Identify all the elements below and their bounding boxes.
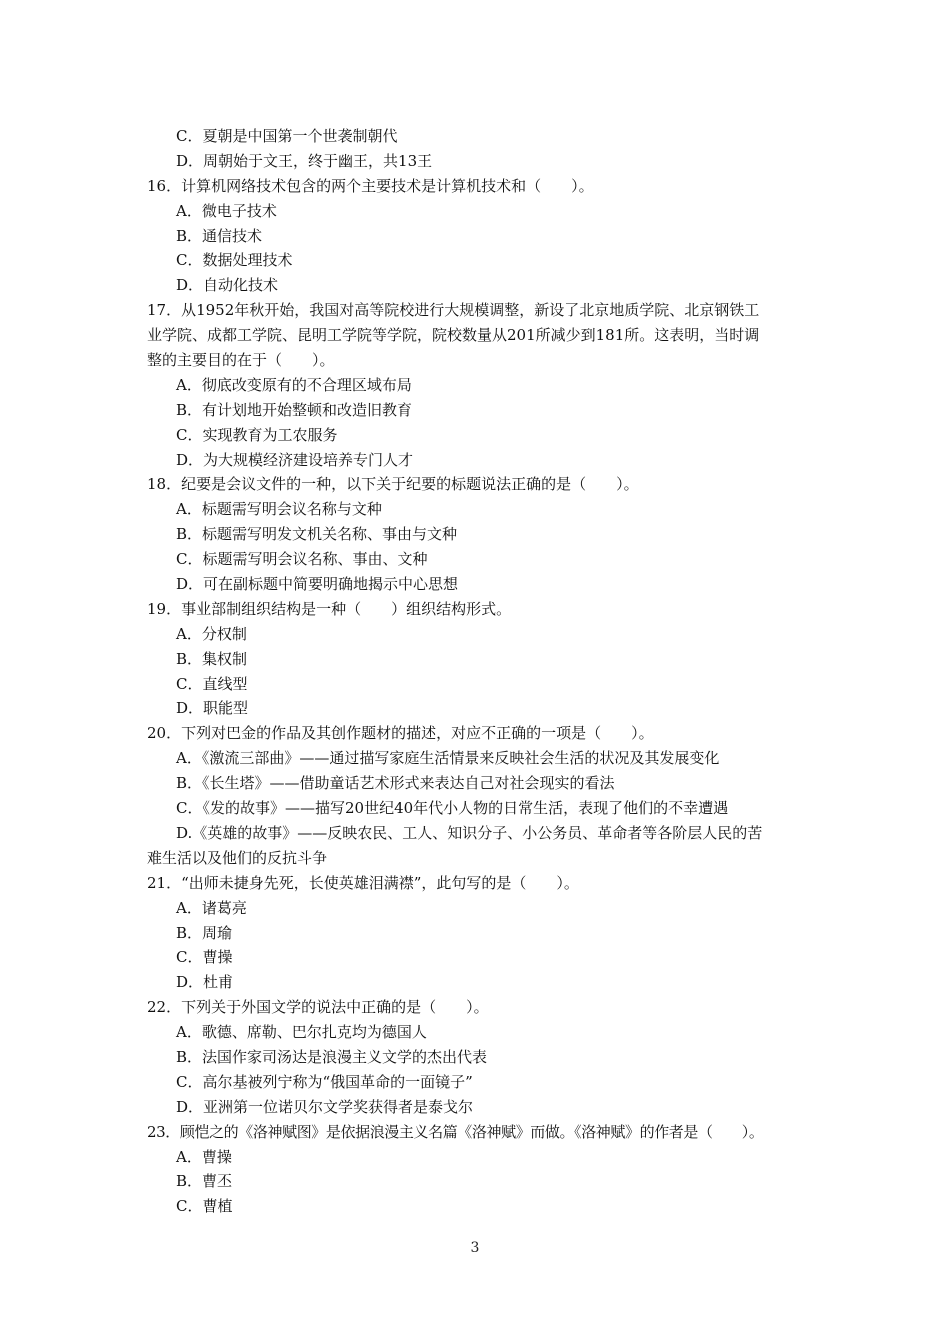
option-a: A．标题需写明会议名称与文种	[176, 500, 382, 519]
option-b: B．标题需写明发文机关名称、事由与文种	[176, 525, 458, 544]
question-20-stem: 20．下列对巴金的作品及其创作题材的描述，对应不正确的一项是（ ）。	[147, 724, 654, 743]
option-c: C．夏朝是中国第一个世袭制朝代	[176, 127, 398, 145]
page-number: 3	[470, 1240, 480, 1256]
option-b: B．通信技术	[176, 226, 263, 245]
question-22-stem: 22．下列关于外国文学的说法中正确的是（ ）。	[147, 998, 489, 1017]
question-19-stem: 19．事业部制组织结构是一种（ ）组织结构形式。	[147, 599, 512, 618]
question-17-stem-line-1: 17．从1952年秋开始，我国对高等院校进行大规模调整，新设了北京地质学院、北京钢铁工	[147, 301, 760, 320]
option-a: A．诸葛亮	[176, 898, 247, 917]
option-c: C．《发的故事》——描写20世纪40年代小人物的日常生活，表现了他们的不幸遭遇	[176, 799, 729, 818]
question-23-stem: 23．顾恺之的《洛神赋图》是依据浪漫主义名篇《洛神赋》而做。《洛神赋》的作者是（ ）。	[147, 1122, 764, 1141]
question-16-stem: 16．计算机网络技术包含的两个主要技术是计算机技术和（ ）。	[147, 176, 594, 195]
option-c: C．曹操	[176, 948, 233, 967]
option-b: B．曹丕	[176, 1172, 233, 1191]
option-b: B．有计划地开始整顿和改造旧教育	[176, 400, 413, 419]
option-c: C．数据处理技术	[176, 251, 293, 270]
option-d: D.《英雄的故事》——反映农民、工人、知识分子、小公务员、革命者等各阶层人民的苦	[176, 823, 763, 842]
question-17-stem-line-2: 业学院、成都工学院、昆明工学院等学院，院校数量从201所减少到181所。这表明，当时调	[147, 326, 760, 345]
option-b: B．《长生塔》——借助童话艺术形式来表达自己对社会现实的看法	[176, 774, 615, 793]
option-c: C．高尔基被列宁称为“俄国革命的一面镜子”	[176, 1072, 473, 1091]
option-c: C．实现教育为工农服务	[176, 425, 338, 444]
option-c: C．曹植	[176, 1197, 233, 1216]
option-d: D．职能型	[176, 699, 249, 718]
option-a: A．分权制	[176, 624, 247, 643]
option-d-continuation: 难生活以及他们的反抗斗争	[147, 848, 328, 867]
option-d: D．周朝始于文王，终于幽王，共13王	[176, 151, 433, 170]
option-d: D．为大规模经济建设培养专门人才	[176, 450, 414, 469]
option-b: B．集权制	[176, 649, 248, 668]
question-18-stem: 18．纪要是会议文件的一种，以下关于纪要的标题说法正确的是（ ）。	[147, 475, 639, 494]
option-b: B．法国作家司汤达是浪漫主义文学的杰出代表	[176, 1047, 488, 1066]
option-a: A．曹操	[176, 1147, 232, 1166]
option-c: C．直线型	[176, 674, 248, 693]
question-17-stem-line-3: 整的主要目的在于（ ）。	[147, 351, 335, 370]
option-d: D．杜甫	[176, 973, 234, 992]
question-list	[147, 124, 809, 1219]
question-21-stem: 21．“出师未捷身先死，长使英雄泪满襟”，此句写的是（ ）。	[147, 873, 579, 892]
option-c: C．标题需写明会议名称、事由、文种	[176, 550, 428, 569]
option-d: D．亚洲第一位诺贝尔文学奖获得者是泰戈尔	[176, 1097, 474, 1116]
option-a: A．《激流三部曲》——通过描写家庭生活情景来反映社会生活的状况及其发展变化	[176, 749, 720, 768]
option-d: D．可在副标题中简要明确地揭示中心思想	[176, 575, 459, 594]
option-a: A．歌德、席勒、巴尔扎克均为德国人	[176, 1023, 427, 1042]
option-b: B．周瑜	[176, 923, 233, 942]
option-a: A．微电子技术	[176, 201, 277, 220]
option-d: D．自动化技术	[176, 276, 279, 295]
option-a: A．彻底改变原有的不合理区域布局	[176, 375, 412, 394]
